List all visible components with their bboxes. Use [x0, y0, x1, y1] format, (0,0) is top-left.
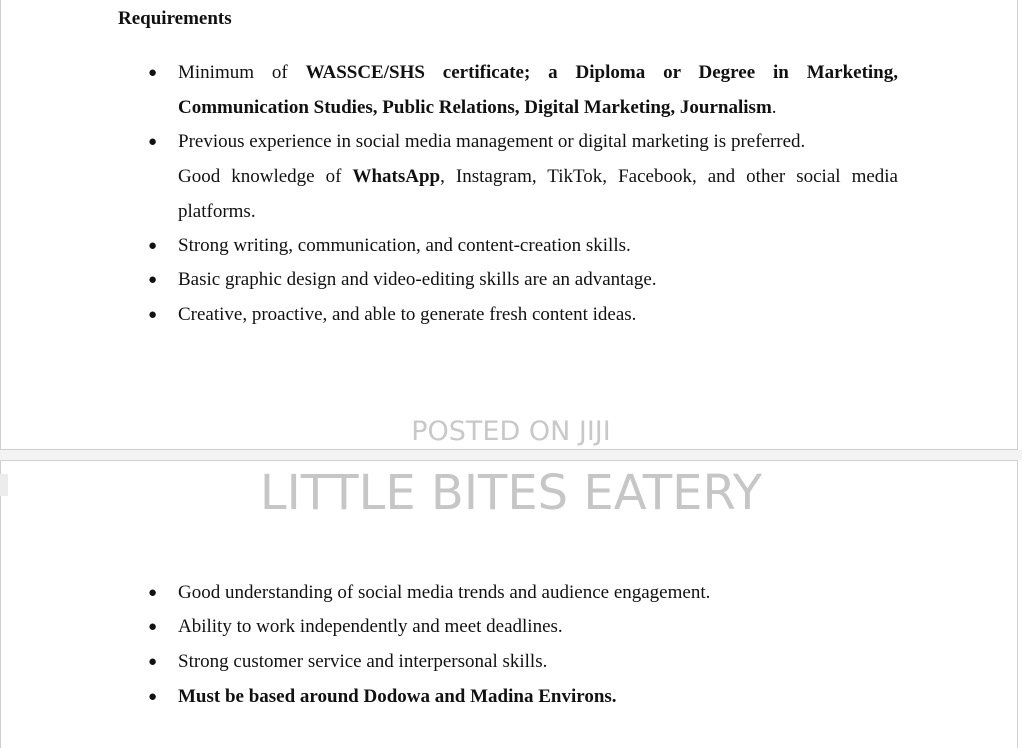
bullet-icon: ● [148, 654, 158, 670]
list-item-creativity: ● Creative, proactive, and able to generate fresh content ideas. [178, 298, 898, 333]
list-item-writing-skills: ● Strong writing, communication, and content-creation skills. [178, 229, 898, 264]
list-item-experience: ● Previous experience in social media management or digital marketing is preferred. [178, 125, 898, 160]
bullet-icon: ● [148, 272, 158, 288]
watermark-business-name: LITTLE BITES EATERY [259, 465, 763, 521]
requirements-heading: Requirements [118, 8, 232, 29]
list-item-platform-knowledge: Good knowledge of WhatsApp, Instagram, TikTok, Facebook, and other social media platforms. [178, 166, 898, 222]
list-item-customer-service: ● Strong customer service and interpersonal skills. [178, 645, 898, 680]
list-item-location: ● Must be based around Dodowa and Madina Environs. [178, 680, 898, 715]
bullet-icon: ● [148, 619, 158, 635]
list-item-design-skills: ● Basic graphic design and video-editing skills are an advantage. [178, 263, 898, 298]
list-item-independence: ● Ability to work independently and meet deadlines. [178, 610, 898, 645]
bullet-icon: ● [148, 134, 158, 150]
list-item-social-trends: ● Good understanding of social media trends and audience engagement. [178, 576, 898, 611]
list-item-education: ● Minimum of WASSCE/SHS certificate; a Diploma or Degree in Marketing, Communication Studies, Public Relations, Digital Marketing, Journalism. [178, 56, 898, 125]
bullet-icon: ● [148, 689, 158, 705]
bullet-icon: ● [148, 307, 158, 323]
bullet-icon: ● [148, 238, 158, 254]
bullet-icon: ● [148, 65, 158, 81]
bullet-icon: ● [148, 585, 158, 601]
watermark-posted-on-jiji: POSTED ON JIJI [411, 416, 611, 447]
